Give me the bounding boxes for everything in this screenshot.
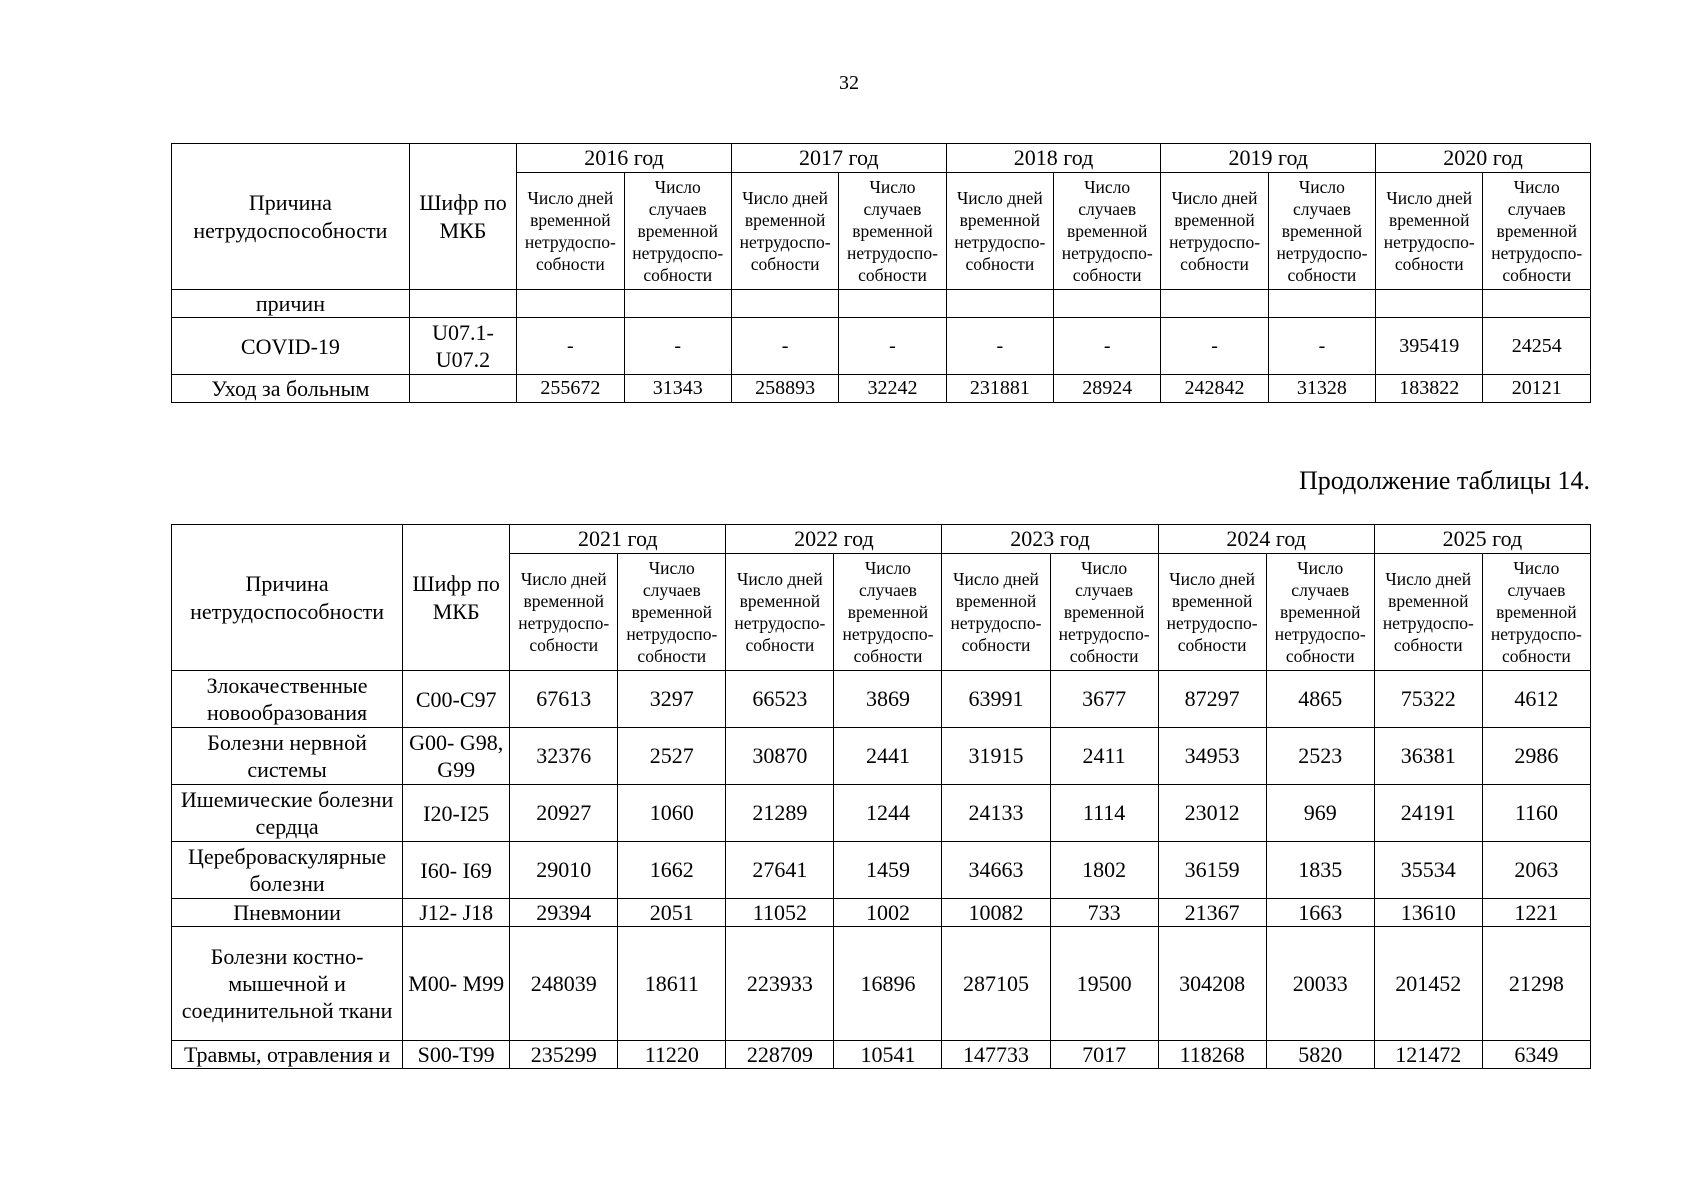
cell-days: 27641: [726, 842, 834, 899]
header-cases: Число случаев временной нетрудоспо-собности: [1050, 554, 1158, 671]
header-year: 2017 год: [731, 144, 946, 173]
cell-cases: 3869: [834, 671, 942, 728]
table-row: [172, 728, 1591, 785]
cell-cases: 2527: [618, 728, 726, 785]
cell-days: -: [946, 318, 1053, 375]
cell-cases: 10541: [834, 1041, 942, 1069]
cell-days: 11052: [726, 899, 834, 927]
cell-days: 34663: [942, 842, 1050, 899]
header-days: Число дней временной нетрудоспо-собности: [510, 554, 618, 671]
cell-cases: 28924: [1054, 375, 1161, 403]
header-reason: Причина нетрудоспособности: [172, 144, 410, 290]
cell-days: -: [731, 318, 838, 375]
cell-days: 223933: [726, 927, 834, 1041]
row-reason: причин: [172, 290, 410, 318]
header-year: 2024 год: [1158, 525, 1374, 554]
cell-cases: 6349: [1482, 1041, 1590, 1069]
cell-days: 242842: [1161, 375, 1268, 403]
cell-days: 30870: [726, 728, 834, 785]
header-year: 2021 год: [510, 525, 726, 554]
cell-cases: 2051: [618, 899, 726, 927]
cell-cases: 32242: [839, 375, 946, 403]
cell-cases: 1662: [618, 842, 726, 899]
cell-days: 21289: [726, 785, 834, 842]
cell-days: 258893: [731, 375, 838, 403]
header-cases: Число случаев временной нетрудоспо-собности: [1483, 173, 1591, 290]
table-row: [172, 899, 1591, 927]
header-year: 2019 год: [1161, 144, 1376, 173]
header-days: Число дней временной нетрудоспо-собности: [517, 173, 624, 290]
cell-days: 63991: [942, 671, 1050, 728]
cell-cases: 20033: [1266, 927, 1374, 1041]
cell-cases: 2411: [1050, 728, 1158, 785]
header-days: Число дней временной нетрудоспо-собности: [946, 173, 1053, 290]
header-days: Число дней временной нетрудоспо-собности: [1376, 173, 1483, 290]
cell-cases: [1268, 290, 1375, 318]
cell-days: 228709: [726, 1041, 834, 1069]
cell-cases: -: [839, 318, 946, 375]
header-days: Число дней временной нетрудоспо-собности: [731, 173, 838, 290]
cell-days: 231881: [946, 375, 1053, 403]
cell-cases: 20121: [1483, 375, 1591, 403]
table-row: [172, 375, 1591, 403]
cell-days: 255672: [517, 375, 624, 403]
cell-cases: 16896: [834, 927, 942, 1041]
header-year: 2025 год: [1374, 525, 1590, 554]
row-reason: Болезни нервной системы: [172, 728, 403, 785]
cell-cases: 2523: [1266, 728, 1374, 785]
cell-cases: 1244: [834, 785, 942, 842]
cell-days: 248039: [510, 927, 618, 1041]
cell-cases: [839, 290, 946, 318]
row-icd-code: C00-C97: [403, 671, 510, 728]
row-icd-code: S00-T99: [403, 1041, 510, 1069]
cell-cases: 21298: [1482, 927, 1590, 1041]
cell-cases: 18611: [618, 927, 726, 1041]
cell-days: 21367: [1158, 899, 1266, 927]
header-cases: Число случаев временной нетрудоспо-собности: [624, 173, 731, 290]
cell-days: 147733: [942, 1041, 1050, 1069]
cell-days: 36381: [1374, 728, 1482, 785]
cell-cases: 3297: [618, 671, 726, 728]
cell-cases: 5820: [1266, 1041, 1374, 1069]
cell-days: 10082: [942, 899, 1050, 927]
header-cases: Число случаев временной нетрудоспо-собности: [839, 173, 946, 290]
row-icd-code: [409, 375, 516, 403]
cell-days: 36159: [1158, 842, 1266, 899]
row-icd-code: J12- J18: [403, 899, 510, 927]
header-year: 2018 год: [946, 144, 1161, 173]
header-cases: Число случаев временной нетрудоспо-собности: [618, 554, 726, 671]
row-reason: COVID-19: [172, 318, 410, 375]
cell-cases: 1459: [834, 842, 942, 899]
cell-days: [1376, 290, 1483, 318]
row-icd-code: [409, 290, 516, 318]
header-cases: Число случаев временной нетрудоспо-собности: [1268, 173, 1375, 290]
row-icd-code: M00- M99: [403, 927, 510, 1041]
cell-days: 32376: [510, 728, 618, 785]
cell-days: 29010: [510, 842, 618, 899]
row-icd-code: I60- I69: [403, 842, 510, 899]
header-cases: Число случаев временной нетрудоспо-собности: [1266, 554, 1374, 671]
header-code: Шифр по МКБ: [409, 144, 516, 290]
cell-cases: 2986: [1482, 728, 1590, 785]
cell-cases: [624, 290, 731, 318]
header-days: Число дней временной нетрудоспо-собности: [1161, 173, 1268, 290]
table-row: [172, 785, 1591, 842]
cell-days: 66523: [726, 671, 834, 728]
cell-cases: 1160: [1482, 785, 1590, 842]
cell-cases: 2063: [1482, 842, 1590, 899]
table-row: [172, 927, 1591, 1041]
cell-days: 87297: [1158, 671, 1266, 728]
cell-cases: 733: [1050, 899, 1158, 927]
cell-days: 29394: [510, 899, 618, 927]
row-icd-code: I20-I25: [403, 785, 510, 842]
cell-days: [731, 290, 838, 318]
table-row: [172, 290, 1591, 318]
cell-days: 24133: [942, 785, 1050, 842]
cell-days: 34953: [1158, 728, 1266, 785]
header-year: 2020 год: [1376, 144, 1591, 173]
cell-days: [517, 290, 624, 318]
cell-cases: 1221: [1482, 899, 1590, 927]
header-cases: Число случаев временной нетрудоспо-собности: [834, 554, 942, 671]
table-caption: Продолжение таблицы 14.: [1299, 466, 1590, 495]
table-2016-2020: [171, 143, 1591, 403]
row-icd-code: G00- G98, G99: [403, 728, 510, 785]
header-cases: Число случаев временной нетрудоспо-собности: [1054, 173, 1161, 290]
row-reason: Цереброваскулярные болезни: [172, 842, 403, 899]
cell-cases: 3677: [1050, 671, 1158, 728]
cell-days: 395419: [1376, 318, 1483, 375]
cell-cases: 31343: [624, 375, 731, 403]
cell-days: [1161, 290, 1268, 318]
cell-cases: 4865: [1266, 671, 1374, 728]
cell-cases: 1802: [1050, 842, 1158, 899]
cell-days: 20927: [510, 785, 618, 842]
header-code: Шифр по МКБ: [403, 525, 510, 671]
cell-cases: 4612: [1482, 671, 1590, 728]
header-year: 2023 год: [942, 525, 1158, 554]
row-reason: Ишемические болезни сердца: [172, 785, 403, 842]
cell-days: 304208: [1158, 927, 1266, 1041]
page-number: 32: [839, 72, 859, 94]
table-row: [172, 318, 1591, 375]
cell-cases: 969: [1266, 785, 1374, 842]
header-reason: Причина нетрудоспособности: [172, 525, 403, 671]
table-row: [172, 671, 1591, 728]
cell-cases: 11220: [618, 1041, 726, 1069]
header-days: Число дней временной нетрудоспо-собности: [942, 554, 1050, 671]
header-days: Число дней временной нетрудоспо-собности: [726, 554, 834, 671]
header-days: Число дней временной нетрудоспо-собности: [1158, 554, 1266, 671]
row-reason: Травмы, отравления и: [172, 1041, 403, 1069]
cell-days: 35534: [1374, 842, 1482, 899]
cell-cases: 1835: [1266, 842, 1374, 899]
cell-cases: [1483, 290, 1591, 318]
cell-cases: 31328: [1268, 375, 1375, 403]
cell-days: 121472: [1374, 1041, 1482, 1069]
header-days: Число дней временной нетрудоспо-собности: [1374, 554, 1482, 671]
header-year: 2022 год: [726, 525, 942, 554]
cell-cases: -: [1268, 318, 1375, 375]
row-reason: Злокачественные новообразования: [172, 671, 403, 728]
cell-cases: 1114: [1050, 785, 1158, 842]
cell-cases: 24254: [1483, 318, 1591, 375]
cell-days: 118268: [1158, 1041, 1266, 1069]
cell-days: 75322: [1374, 671, 1482, 728]
row-reason: Уход за больным: [172, 375, 410, 403]
cell-days: 201452: [1374, 927, 1482, 1041]
cell-cases: 1060: [618, 785, 726, 842]
cell-days: [946, 290, 1053, 318]
table-row: [172, 842, 1591, 899]
cell-cases: -: [1054, 318, 1161, 375]
cell-days: 235299: [510, 1041, 618, 1069]
row-reason: Пневмонии: [172, 899, 403, 927]
cell-cases: [1054, 290, 1161, 318]
cell-days: 31915: [942, 728, 1050, 785]
cell-cases: 2441: [834, 728, 942, 785]
cell-days: 67613: [510, 671, 618, 728]
cell-days: -: [1161, 318, 1268, 375]
cell-cases: 19500: [1050, 927, 1158, 1041]
cell-cases: 1002: [834, 899, 942, 927]
cell-cases: 1663: [1266, 899, 1374, 927]
header-cases: Число случаев временной нетрудоспо-собности: [1482, 554, 1590, 671]
cell-cases: -: [624, 318, 731, 375]
cell-days: 287105: [942, 927, 1050, 1041]
table-2021-2025: [171, 524, 1591, 1069]
row-icd-code: U07.1- U07.2: [409, 318, 516, 375]
cell-days: 13610: [1374, 899, 1482, 927]
cell-days: 23012: [1158, 785, 1266, 842]
cell-cases: 7017: [1050, 1041, 1158, 1069]
cell-days: 24191: [1374, 785, 1482, 842]
table-row: [172, 1041, 1591, 1069]
cell-days: 183822: [1376, 375, 1483, 403]
header-year: 2016 год: [517, 144, 732, 173]
cell-days: -: [517, 318, 624, 375]
row-reason: Болезни костно- мышечной и соединительной ткани: [172, 927, 403, 1041]
